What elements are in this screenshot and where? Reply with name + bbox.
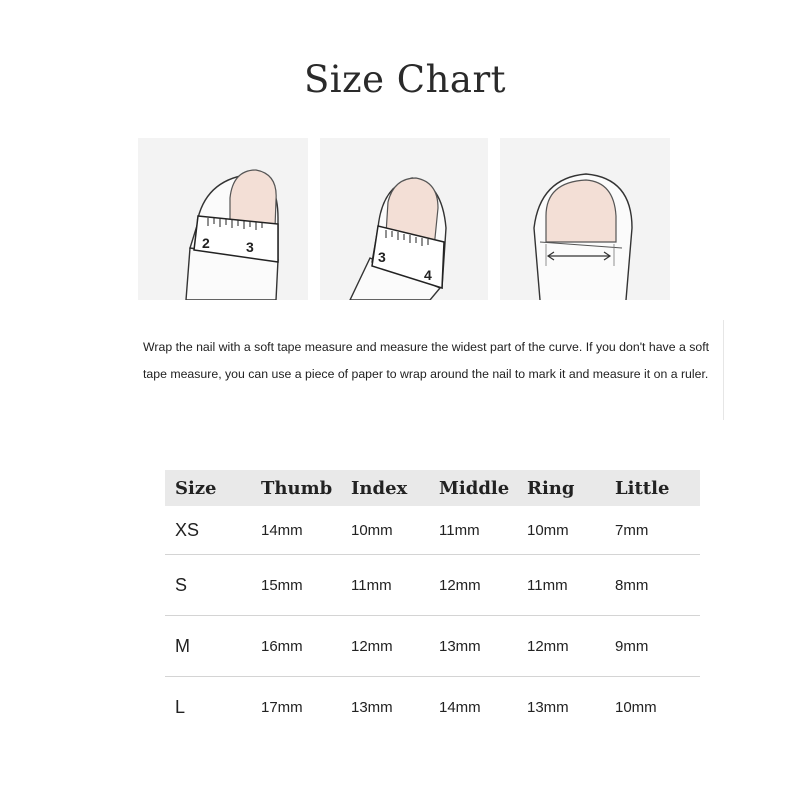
table-row — [165, 555, 700, 616]
tape-number: 3 — [378, 249, 386, 265]
instruction-text: Wrap the nail with a soft tape measure and measure the widest part of the curve. If you don't have a soft tape measure, you can use a piece of paper to wrap around the nail to mark it and measure it on a ruler. — [143, 340, 710, 381]
table-cell: 10mm — [341, 506, 429, 555]
tape-number: 2 — [202, 235, 210, 251]
size-cell: S — [165, 555, 251, 616]
table-cell: 12mm — [517, 616, 605, 677]
table-row — [165, 677, 700, 738]
table-cell: 11mm — [341, 555, 429, 616]
table-cell: 15mm — [251, 555, 341, 616]
tape-number: 3 — [246, 239, 254, 255]
column-header: Little — [605, 470, 700, 506]
tape-number: 4 — [424, 267, 432, 283]
table-cell: 11mm — [429, 506, 517, 555]
table-cell: 14mm — [439, 698, 481, 716]
column-header: Thumb — [251, 470, 341, 506]
width-measure-illustration — [500, 138, 670, 300]
table-cell: 10mm — [517, 506, 605, 555]
size-table — [165, 470, 700, 737]
table-cell: 17mm — [261, 698, 303, 716]
column-header: Size — [165, 470, 251, 506]
table-cell: 12mm — [429, 555, 517, 616]
size-cell: L — [175, 696, 186, 717]
table-cell: 13mm — [527, 698, 569, 716]
table-row — [165, 616, 700, 677]
table-cell: 9mm — [605, 616, 700, 677]
page-title: Size Chart — [303, 58, 507, 101]
column-header: Middle — [429, 470, 517, 506]
size-cell: M — [165, 616, 251, 677]
table-cell: 16mm — [251, 616, 341, 677]
column-header: Index — [341, 470, 429, 506]
index-measure-illustration — [320, 138, 488, 300]
size-cell: XS — [165, 506, 251, 555]
table-cell: 14mm — [251, 506, 341, 555]
table-cell: 13mm — [351, 698, 393, 716]
table-cell: 8mm — [605, 555, 700, 616]
thumb-measure-illustration — [138, 138, 308, 300]
table-row — [165, 506, 700, 555]
table-cell: 10mm — [615, 698, 657, 716]
table-cell: 13mm — [429, 616, 517, 677]
table-cell: 12mm — [341, 616, 429, 677]
table-cell: 7mm — [605, 506, 700, 555]
instruction-box — [143, 320, 724, 420]
table-header-row — [165, 470, 700, 506]
table-cell: 11mm — [517, 555, 605, 616]
column-header: Ring — [517, 470, 605, 506]
